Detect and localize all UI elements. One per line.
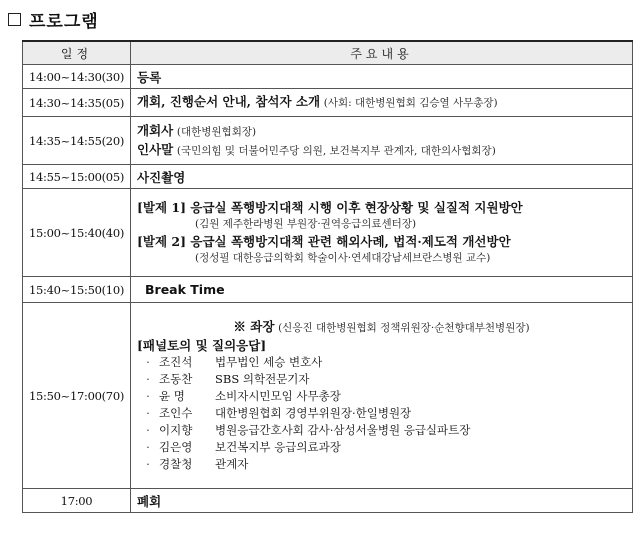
item-title: 개회사 [137, 122, 174, 138]
time-cell: 14:55~15:00(05) [23, 165, 131, 189]
item-title: 개회, 진행순서 안내, 참석자 소개 [137, 94, 321, 109]
table-row [23, 165, 633, 189]
table-row [23, 117, 633, 165]
item-note: (국민의힘 및 더불어민주당 의원, 보건복지부 관계자, 대한의사협회장) [176, 144, 496, 157]
item-title: 등록 [137, 69, 162, 85]
panelist-name: 조동찬 [159, 372, 193, 386]
panelist-name: 경찰청 [159, 457, 193, 471]
table-row [23, 489, 633, 513]
presentation-2-speaker: (정성필 대한응급의학회 학술이사·연세대강남세브란스병원 교수) [195, 251, 491, 264]
program-table [22, 40, 633, 513]
list-item: · 조동찬 SBS 의학전문기자 [146, 372, 310, 386]
list-item: · 김은영 보건복지부 응급의료과장 [146, 440, 341, 454]
item-title: 인사말 [137, 141, 174, 157]
header-content: 주요내용 [131, 41, 633, 65]
panelist-role: 병원응급간호사회 감사·삼성서울병원 응급실파트장 [215, 423, 471, 437]
panelist-name: 윤 명 [159, 389, 185, 403]
panelist-name: 조진석 [159, 355, 193, 369]
table-row [23, 89, 633, 117]
checkbox-square-icon [8, 13, 21, 26]
section-heading [8, 6, 99, 32]
item-title: 사진촬영 [137, 169, 186, 185]
content-cell [131, 65, 633, 89]
item-title: 폐회 [137, 493, 162, 509]
content-cell [131, 189, 633, 277]
content-cell [131, 303, 633, 489]
time-cell: 14:30~14:35(05) [23, 89, 131, 117]
content-cell [131, 277, 633, 303]
content-cell [131, 89, 633, 117]
time-cell: 14:35~14:55(20) [23, 117, 131, 165]
item-note: (사회: 대한병원협회 김승열 사무총장) [323, 97, 498, 109]
table-header-row [23, 41, 633, 65]
table-row [23, 65, 633, 89]
table-row [23, 189, 633, 277]
list-item: · 윤 명 소비자시민모임 사무총장 [146, 389, 341, 403]
time-cell: 15:00~15:40(40) [23, 189, 131, 277]
panelist-role: 대한병원협회 경영부위원장·한일병원장 [215, 406, 412, 420]
chair-label: ※ 좌장 [233, 319, 275, 334]
presentation-2-title: [발제 2] 응급실 폭행방지대책 관련 해외사례, 법적·제도적 개선방안 [137, 233, 511, 249]
panelist-list [137, 354, 626, 473]
item-title: Break Time [145, 282, 225, 297]
content-cell [131, 117, 633, 165]
chair-line [137, 318, 626, 337]
panel-title: [패널토의 및 질의응답] [137, 338, 267, 353]
list-item: · 경찰청 관계자 [146, 457, 249, 471]
panelist-name: 조인수 [159, 406, 193, 420]
chair-note: (신응진 대한병원협회 정책위원장·순천향대부천병원장) [278, 322, 530, 334]
presentation-1-speaker: (김원 제주한라병원 부원장·권역응급의료센터장) [195, 217, 417, 230]
panelist-name: 이지향 [159, 423, 193, 437]
time-cell: 15:50~17:00(70) [23, 303, 131, 489]
panelist-role: 소비자시민모임 사무총장 [215, 389, 341, 403]
time-cell: 14:00~14:30(30) [23, 65, 131, 89]
table-row [23, 277, 633, 303]
content-cell [131, 489, 633, 513]
panelist-role: SBS 의학전문기자 [215, 372, 310, 386]
panelist-name: 김은영 [159, 440, 193, 454]
header-time: 일정 [23, 41, 131, 65]
panelist-role: 법무법인 세승 변호사 [215, 355, 323, 369]
list-item: · 조인수 대한병원협회 경영부위원장·한일병원장 [146, 406, 412, 420]
section-title: 프로그램 [29, 11, 99, 32]
list-item: · 이지향 병원응급간호사회 감사·삼성서울병원 응급실파트장 [146, 423, 471, 437]
item-note: (대한병원협회장) [176, 125, 257, 138]
list-item: · 조진석 법무법인 세승 변호사 [146, 355, 323, 369]
content-cell [131, 165, 633, 189]
time-cell: 15:40~15:50(10) [23, 277, 131, 303]
table-row [23, 303, 633, 489]
presentation-1-title: [발제 1] 응급실 폭행방지대책 시행 이후 현장상황 및 실질적 지원방안 [137, 199, 523, 215]
panelist-role: 관계자 [215, 457, 249, 471]
panelist-role: 보건복지부 응급의료과장 [215, 440, 341, 454]
time-cell: 17:00 [23, 489, 131, 513]
